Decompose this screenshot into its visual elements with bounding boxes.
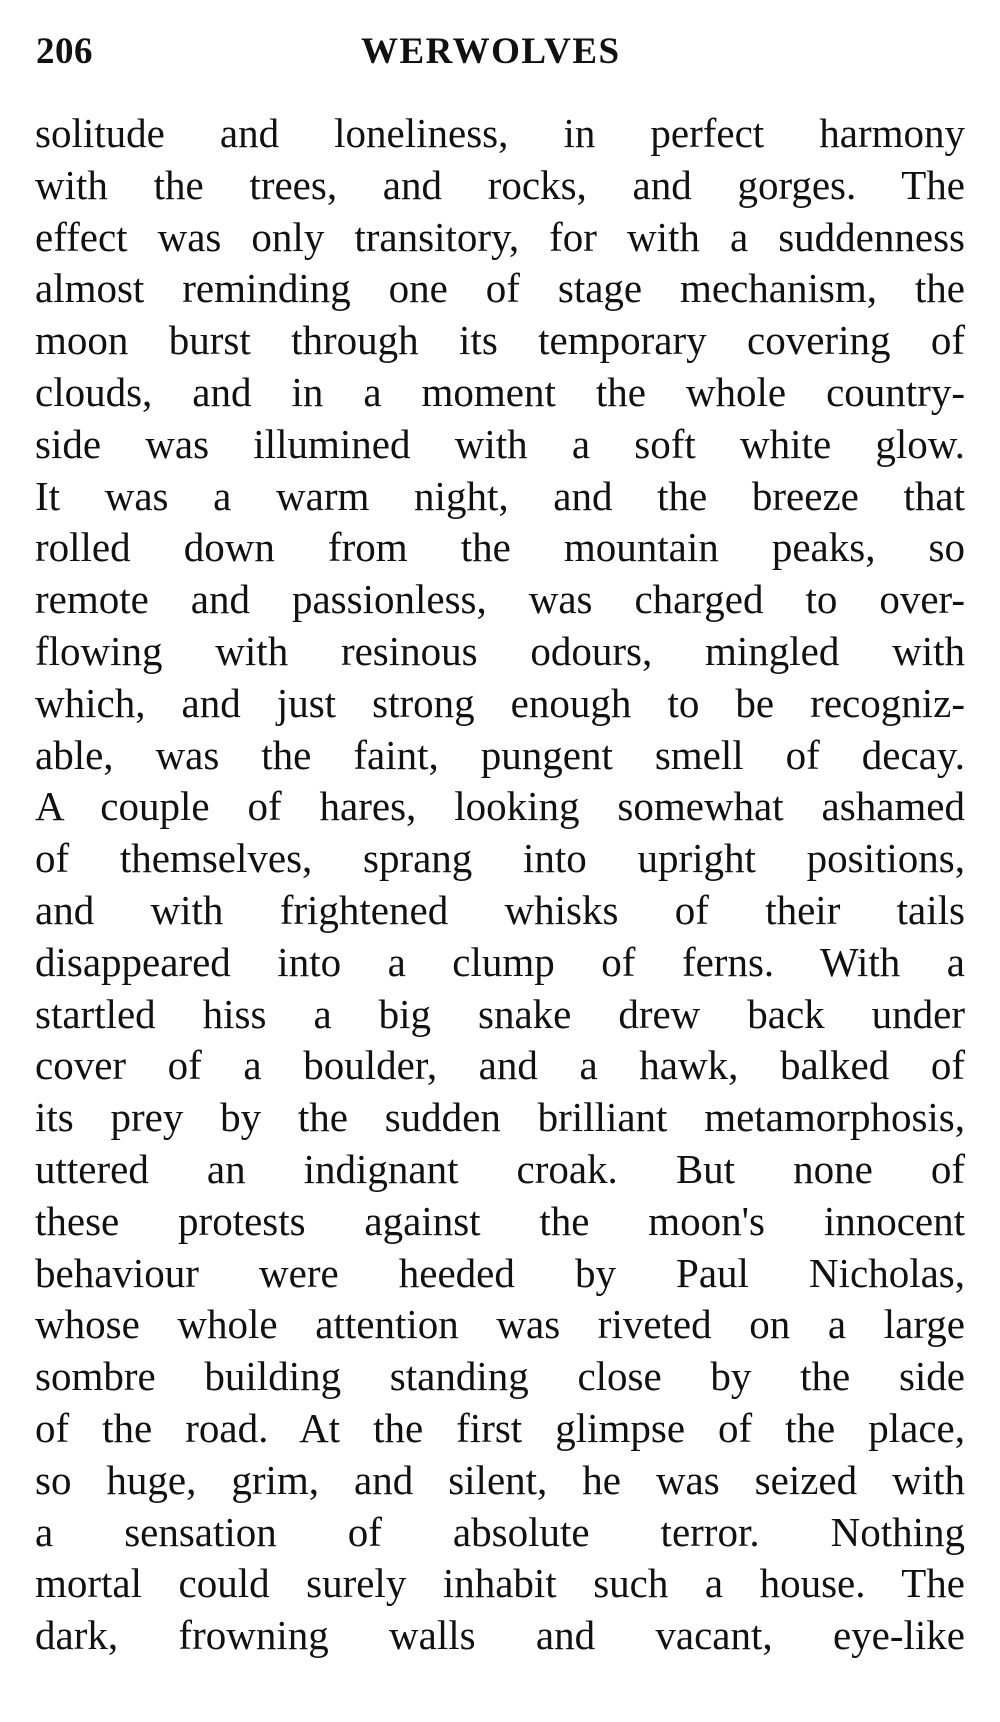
text-line: of the road. At the first glimpse of the place, (35, 1404, 965, 1451)
page-number: 206 (36, 31, 93, 72)
text-line: effect was only transitory, for with a suddenness (35, 213, 965, 260)
text-line: these protests against the moon's innocent (35, 1197, 965, 1244)
text-line: cover of a boulder, and a hawk, balked of (35, 1042, 965, 1089)
text-line: rolled down from the mountain peaks, so (35, 524, 965, 571)
text-line: its prey by the sudden brilliant metamorphosis, (35, 1094, 965, 1141)
text-line: clouds, and in a moment the whole country- (35, 368, 965, 415)
text-line: sombre building standing close by the side (35, 1353, 965, 1400)
text-line: which, and just strong enough to be recogniz- (35, 679, 965, 726)
text-line: behaviour were heeded by Paul Nicholas, (35, 1249, 965, 1296)
text-line: side was illumined with a soft white glow. (35, 420, 965, 467)
text-line: A couple of hares, looking somewhat ashamed (35, 783, 965, 830)
text-line: flowing with resinous odours, mingled with (35, 627, 965, 674)
text-line: solitude and loneliness, in perfect harmony (35, 110, 965, 156)
text-line: mortal could surely inhabit such a house. The (35, 1560, 965, 1607)
text-line: almost reminding one of stage mechanism, the (35, 265, 965, 312)
text-line: so huge, grim, and silent, he was seized with (35, 1456, 965, 1503)
text-line: and with frightened whisks of their tails (35, 886, 965, 933)
text-line: moon burst through its temporary covering of (35, 317, 965, 364)
text-line: a sensation of absolute terror. Nothing (35, 1508, 965, 1555)
text-line: able, was the faint, pungent smell of decay. (35, 731, 965, 778)
text-line: of themselves, sprang into upright positions, (35, 835, 965, 882)
text-line: whose whole attention was riveted on a large (35, 1301, 965, 1348)
body-text (35, 108, 965, 1662)
running-head (36, 30, 966, 80)
text-line: disappeared into a clump of ferns. With a (35, 938, 965, 985)
text-line: startled hiss a big snake drew back under (35, 990, 965, 1037)
running-title: WERWOLVES (361, 31, 621, 72)
text-line: with the trees, and rocks, and gorges. The (35, 161, 965, 208)
text-line: It was a warm night, and the breeze that (35, 472, 965, 519)
text-line: remote and passionless, was charged to over- (35, 576, 965, 623)
text-line: uttered an indignant croak. But none of (35, 1145, 965, 1192)
text-line: dark, frowning walls and vacant, eye-like (35, 1612, 965, 1659)
